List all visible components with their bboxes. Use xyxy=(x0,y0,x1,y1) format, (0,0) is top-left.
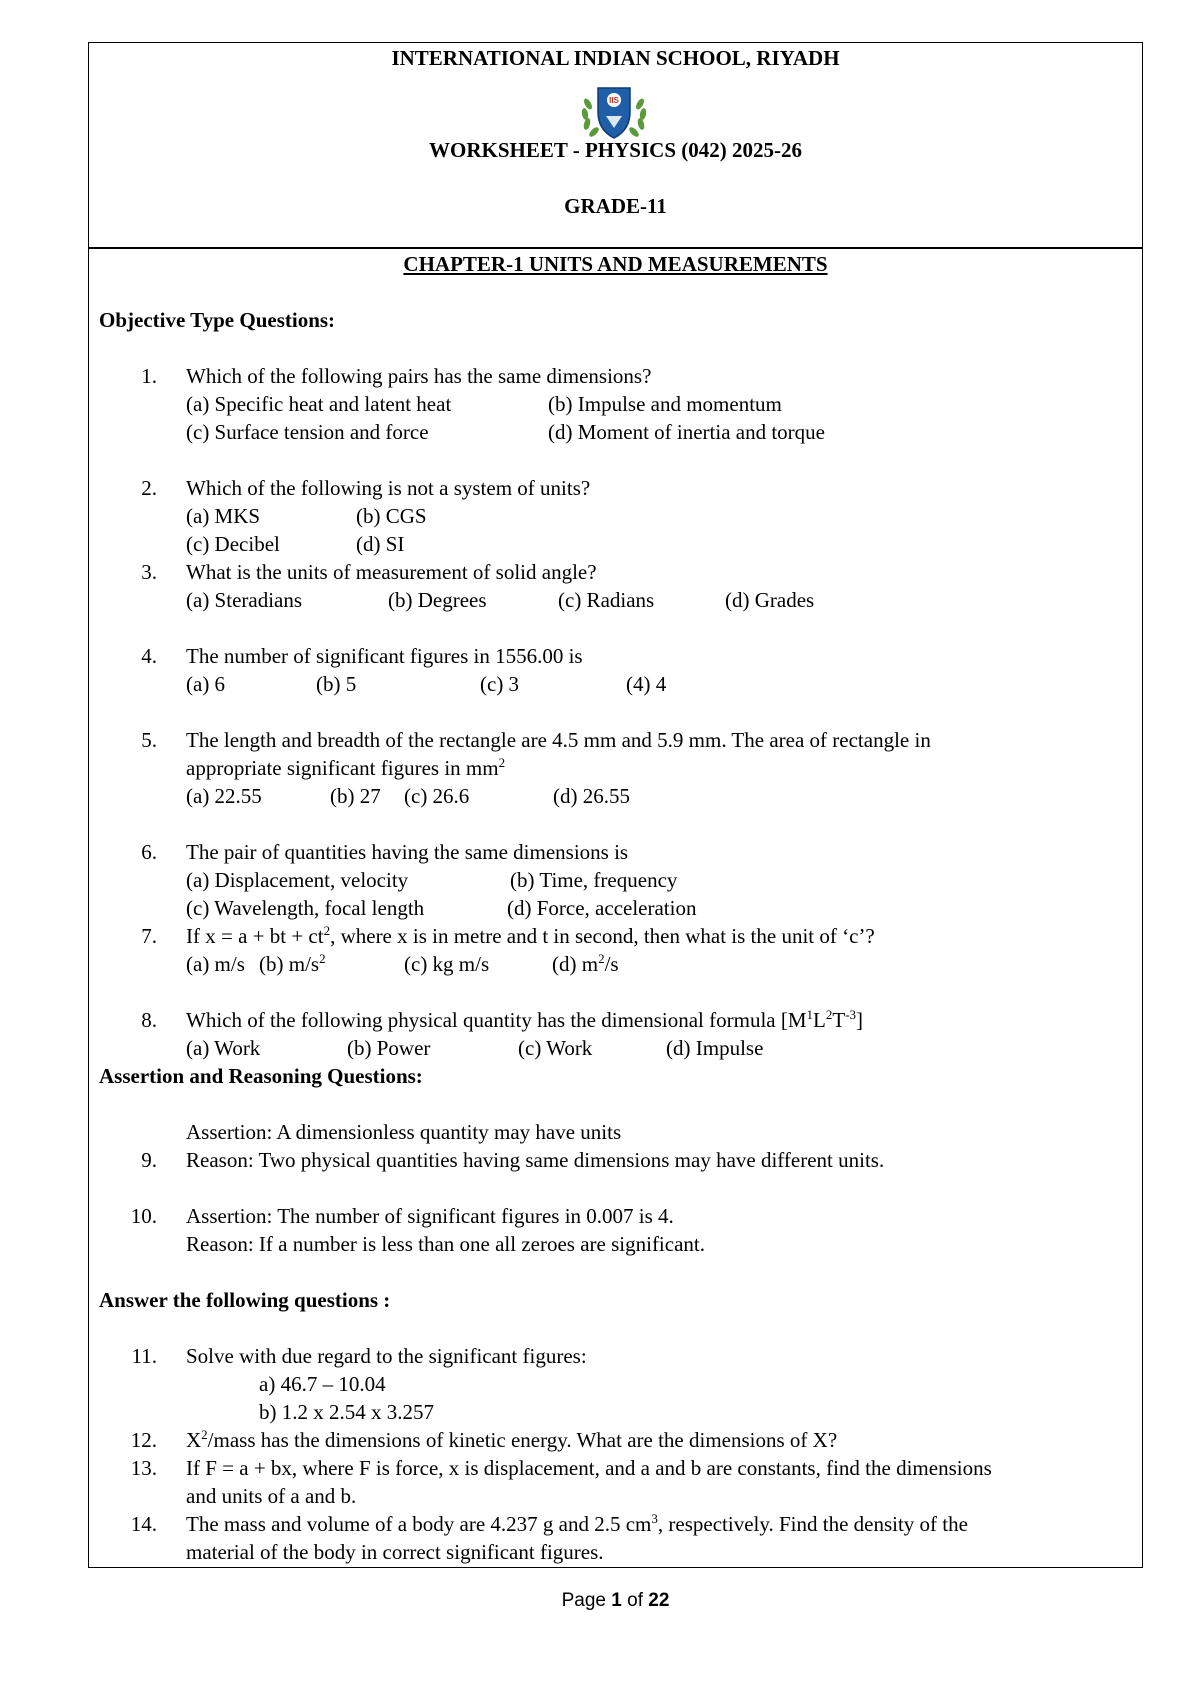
option-b: (b) $m/s^2$ xyxy=(259,951,326,976)
option-c: (c) Surface tension and force xyxy=(186,420,429,444)
question-text: The length and breadth of the rectangle are 4.5 mm and 5.9 mm. The area of rectangle in xyxy=(186,728,931,752)
current-page: 1 xyxy=(611,1590,622,1611)
option-a: (a) Steradians xyxy=(186,588,303,612)
question-number: 8. xyxy=(141,1008,157,1032)
option-b: (b) 27 xyxy=(330,784,381,808)
question-number: 6. xyxy=(141,840,157,864)
question-number: 1. xyxy=(141,364,157,388)
header-divider xyxy=(88,247,1143,249)
question-number: 7. xyxy=(141,924,157,948)
option-d: (d) $m^2/s$ xyxy=(552,951,619,976)
option-d: (d) Grades xyxy=(725,588,815,612)
option-b: (b) CGS xyxy=(356,504,427,528)
option-a: (a) MKS xyxy=(186,504,261,528)
question-text: Which of the following physical quantity has the dimensional formula $[M^1L^2T^{-3}]$ xyxy=(186,1007,864,1032)
section-answer: Answer the following questions : xyxy=(99,1288,391,1312)
question-text: The number of significant figures in 1556.00 is xyxy=(186,644,583,668)
option-b: (b) Time, frequency xyxy=(510,868,678,892)
option-c: (c) 3 xyxy=(480,672,520,696)
question-number: 5. xyxy=(141,728,157,752)
question-text: The pair of quantities having the same dimensions is xyxy=(186,840,629,864)
question-text: Solve with due regard to the significant figures: xyxy=(186,1344,587,1368)
section-assertion: Assertion and Reasoning Questions: xyxy=(99,1064,423,1088)
reason-text: Reason: If a number is less than one all zeroes are significant. xyxy=(186,1232,705,1256)
option-d: (d) Force, acceleration xyxy=(507,896,697,920)
school-logo xyxy=(578,82,650,142)
option-a: (a) Specific heat and latent heat xyxy=(186,392,452,416)
sub-question-b: b) 1.2 x 2.54 x 3.257 xyxy=(259,1400,434,1424)
option-d: (d) Impulse xyxy=(666,1036,764,1060)
question-text-continued: and units of a and b. xyxy=(186,1484,357,1508)
worksheet-title: WORKSHEET - PHYSICS (042) 2025-26 xyxy=(429,138,802,162)
question-number: 11. xyxy=(131,1344,157,1368)
option-a: (a) 6 xyxy=(186,672,226,696)
question-number: 2. xyxy=(141,476,157,500)
question-text: Which of the following is not a system of units? xyxy=(186,476,591,500)
option-d: (4) 4 xyxy=(626,672,667,696)
question-number: 10. xyxy=(130,1204,157,1228)
option-b: (b) 5 xyxy=(316,672,357,696)
question-text: If x = a + bt + $ct^2$, where x is in metre and t in second, then what is the unit of ‘c’? xyxy=(186,923,875,948)
option-d: (d) SI xyxy=(356,532,405,556)
option-c: (c) Work xyxy=(518,1036,593,1060)
option-b: (b) Impulse and momentum xyxy=(548,392,782,416)
assertion-text: Assertion: The number of significant figures in 0.007 is 4. xyxy=(186,1204,674,1228)
option-b: (b) Power xyxy=(347,1036,431,1060)
option-c: (c) Wavelength, focal length xyxy=(186,896,425,920)
question-number: 14. xyxy=(130,1512,157,1536)
question-number: 9. xyxy=(141,1148,157,1172)
option-a: (a) Displacement, velocity xyxy=(186,868,409,892)
assertion-text: Assertion: A dimensionless quantity may have units xyxy=(186,1120,622,1144)
grade-label: GRADE-11 xyxy=(564,194,667,218)
section-objective: Objective Type Questions: xyxy=(99,308,336,332)
option-a: (a) 22.55 xyxy=(186,784,262,808)
option-b: (b) Degrees xyxy=(388,588,487,612)
total-pages: 22 xyxy=(648,1590,670,1611)
option-c: (c) Radians xyxy=(558,588,655,612)
option-c: (c) 26.6 xyxy=(404,784,470,808)
page-footer: Page 1 of 22 xyxy=(561,1590,670,1611)
option-d: (d) Moment of inertia and torque xyxy=(548,420,825,444)
question-text: Which of the following pairs has the same dimensions? xyxy=(186,364,652,388)
question-number: 12. xyxy=(130,1428,157,1452)
option-c: (c) kg m/s xyxy=(404,952,490,976)
option-d: (d) 26.55 xyxy=(553,784,630,808)
question-text: If F = a + bx, where F is force, x is displacement, and a and b are constants, find the dimensions xyxy=(186,1456,992,1480)
logo-text: IIS xyxy=(609,96,619,105)
option-a: (a) Work xyxy=(186,1036,261,1060)
question-number: 13. xyxy=(130,1456,157,1480)
option-a: (a) m/s xyxy=(186,952,245,976)
question-number: 3. xyxy=(141,560,157,584)
question-text-continued: appropriate significant figures in $mm^2$ xyxy=(186,755,506,780)
question-text: The mass and volume of a body are 4.237 g and 2.5 $cm^3$, respectively. Find the density of the xyxy=(186,1511,968,1536)
sub-question-a: a) 46.7 – 10.04 xyxy=(259,1372,386,1396)
question-number: 4. xyxy=(141,644,157,668)
option-c: (c) Decibel xyxy=(186,532,280,556)
school-name: INTERNATIONAL INDIAN SCHOOL, RIYADH xyxy=(391,46,840,70)
question-text: What is the units of measurement of solid angle? xyxy=(186,560,597,584)
question-text: $X^2$/mass has the dimensions of kinetic energy. What are the dimensions of X? xyxy=(186,1427,838,1452)
chapter-title: CHAPTER-1 UNITS AND MEASUREMENTS xyxy=(403,252,828,276)
question-text-continued: material of the body in correct significant figures. xyxy=(186,1540,604,1564)
reason-text: Reason: Two physical quantities having same dimensions may have different units. xyxy=(186,1148,885,1172)
